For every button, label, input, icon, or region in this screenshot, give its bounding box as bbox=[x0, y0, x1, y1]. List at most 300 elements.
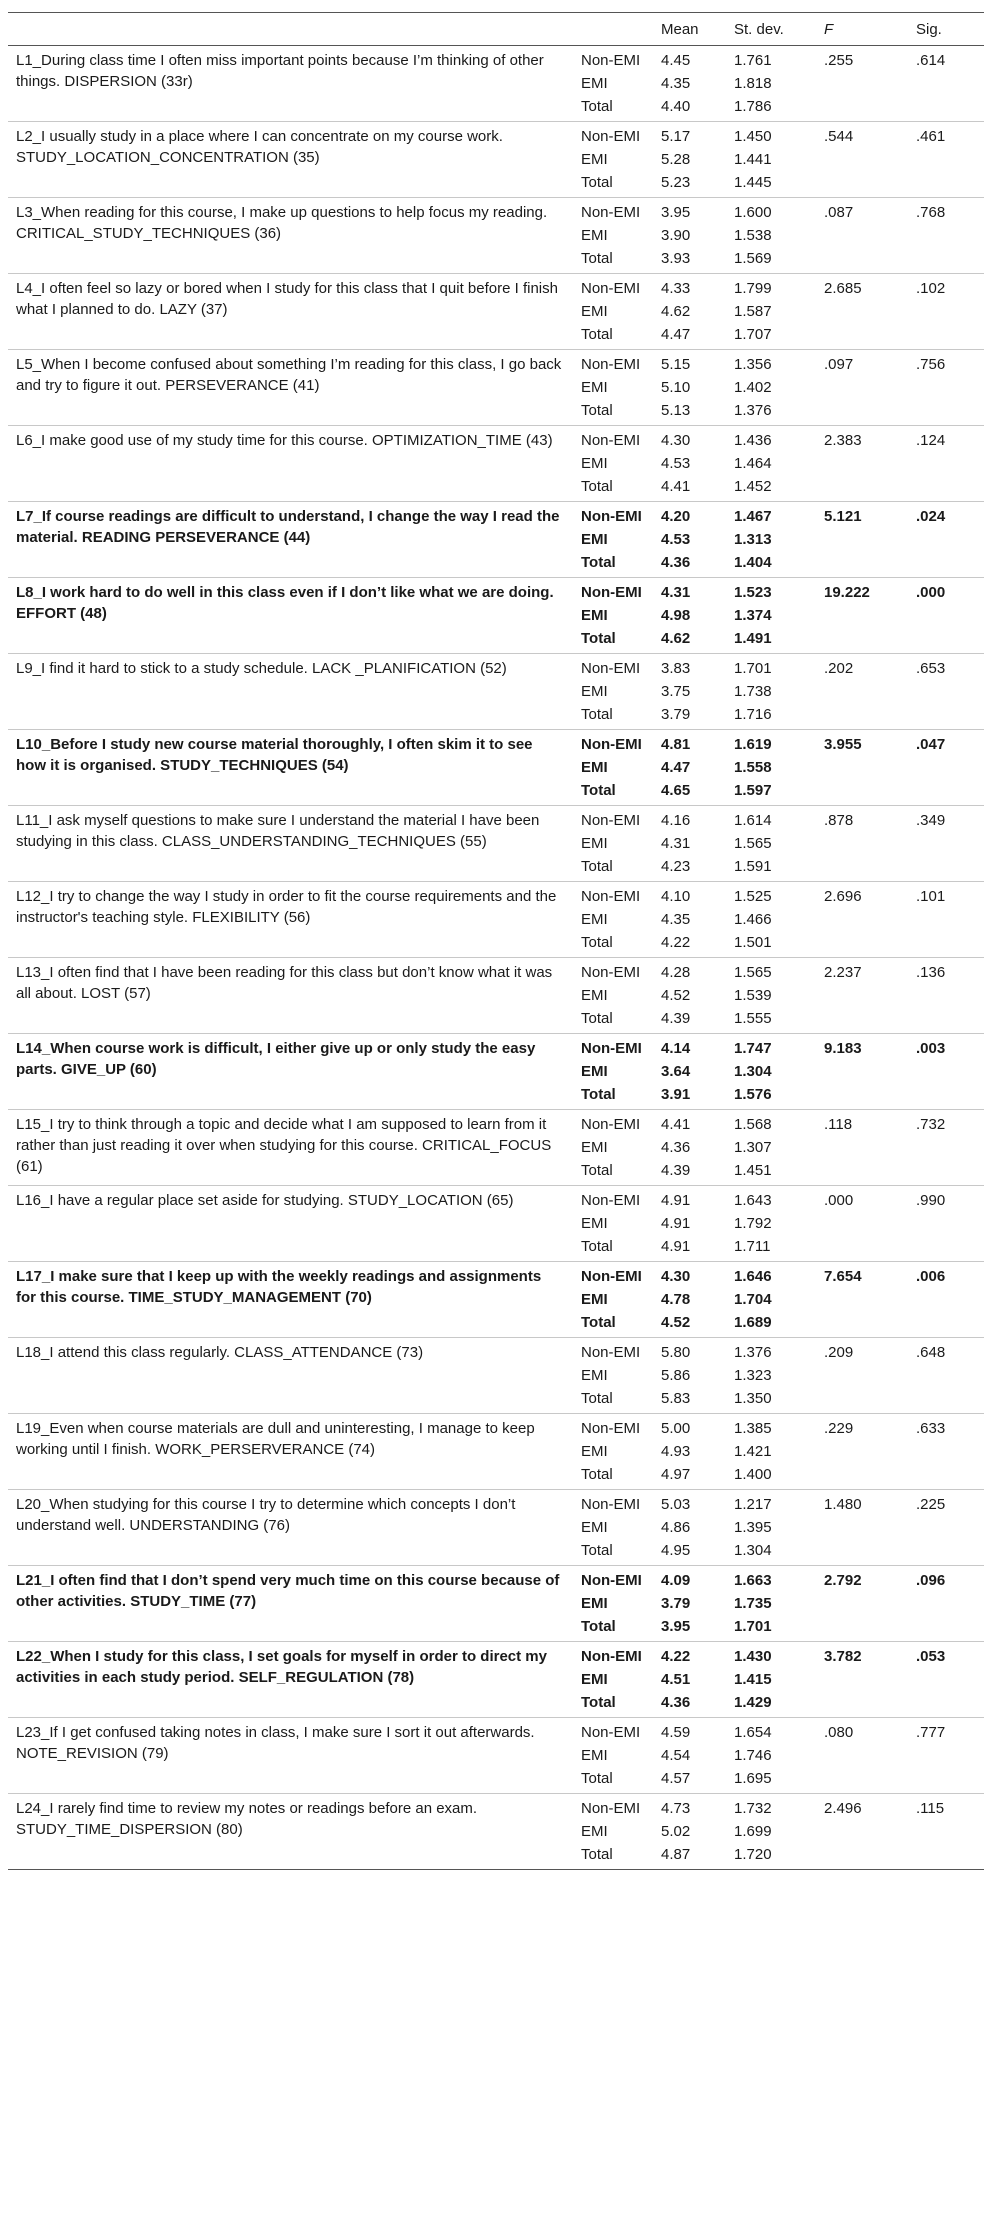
group-cell: EMI bbox=[581, 531, 608, 548]
sig-cell: .225 bbox=[916, 1496, 946, 1513]
item-label: L13_I often find that I have been reading for this class but don’t know what it was all about. LOST (57) bbox=[16, 964, 553, 1002]
st-dev-cell: 1.421 bbox=[734, 1443, 772, 1460]
sig-cell-empty bbox=[908, 72, 984, 95]
f-cell-empty bbox=[816, 551, 908, 578]
f-cell-empty bbox=[816, 855, 908, 882]
table-row bbox=[8, 1794, 984, 1821]
f-cell-empty bbox=[816, 1083, 908, 1110]
group-cell: EMI bbox=[581, 1215, 608, 1232]
sig-cell-empty bbox=[908, 1288, 984, 1311]
table-row bbox=[8, 426, 984, 453]
item-label: L18_I attend this class regularly. CLASS_ATTENDANCE (73) bbox=[16, 1344, 424, 1361]
group-cell: EMI bbox=[581, 455, 608, 472]
sig-cell-empty bbox=[908, 323, 984, 350]
group-cell: Total bbox=[581, 1770, 613, 1787]
sig-cell-empty bbox=[908, 984, 984, 1007]
item-label: L2_I usually study in a place where I can concentrate on my course work. STUDY_LOCATION_CONCENTRATION (35) bbox=[16, 128, 503, 166]
f-cell: 3.955 bbox=[824, 736, 862, 753]
mean-cell: 4.52 bbox=[661, 1314, 691, 1331]
st-dev-cell: 1.786 bbox=[734, 98, 772, 115]
st-dev-cell: 1.747 bbox=[734, 1040, 772, 1057]
mean-cell: 4.52 bbox=[661, 987, 691, 1004]
f-cell-empty bbox=[816, 1767, 908, 1794]
table-row bbox=[8, 1718, 984, 1745]
sig-cell-empty bbox=[908, 931, 984, 958]
sig-cell-empty bbox=[908, 604, 984, 627]
sig-cell-empty bbox=[908, 376, 984, 399]
mean-cell: 5.83 bbox=[661, 1390, 691, 1407]
sig-cell: .006 bbox=[916, 1268, 946, 1285]
sig-cell-empty bbox=[908, 1463, 984, 1490]
table-row bbox=[8, 882, 984, 909]
group-cell: Total bbox=[581, 1542, 613, 1559]
sig-cell-empty bbox=[908, 1668, 984, 1691]
st-dev-cell: 1.538 bbox=[734, 227, 772, 244]
f-cell-empty bbox=[816, 627, 908, 654]
group-cell: EMI bbox=[581, 1519, 608, 1536]
st-dev-cell: 1.313 bbox=[734, 531, 772, 548]
mean-cell: 4.41 bbox=[661, 1116, 691, 1133]
group-cell: Total bbox=[581, 478, 613, 495]
mean-cell: 3.83 bbox=[661, 660, 691, 677]
group-cell: Total bbox=[581, 250, 613, 267]
group-cell: Non-EMI bbox=[581, 736, 642, 753]
item-label: L12_I try to change the way I study in order to fit the course requirements and the instructor's teaching style. FLEXIBILITY (56) bbox=[16, 888, 557, 926]
mean-cell: 4.95 bbox=[661, 1542, 691, 1559]
group-cell: EMI bbox=[581, 1671, 608, 1688]
f-cell-empty bbox=[816, 72, 908, 95]
sig-cell: .136 bbox=[916, 964, 946, 981]
group-cell: EMI bbox=[581, 1595, 608, 1612]
table-header-row bbox=[8, 13, 984, 46]
group-cell: EMI bbox=[581, 835, 608, 852]
group-cell: EMI bbox=[581, 303, 608, 320]
table-row bbox=[8, 46, 984, 73]
f-cell: .000 bbox=[824, 1192, 854, 1209]
header-sig: Sig. bbox=[908, 13, 984, 46]
f-cell-empty bbox=[816, 931, 908, 958]
sig-cell-empty bbox=[908, 1212, 984, 1235]
f-cell-empty bbox=[816, 1159, 908, 1186]
st-dev-cell: 1.597 bbox=[734, 782, 772, 799]
st-dev-cell: 1.451 bbox=[734, 1162, 772, 1179]
st-dev-cell: 1.568 bbox=[734, 1116, 772, 1133]
group-cell: Total bbox=[581, 1314, 616, 1331]
st-dev-cell: 1.523 bbox=[734, 584, 772, 601]
sig-cell-empty bbox=[908, 1159, 984, 1186]
group-cell: Total bbox=[581, 326, 613, 343]
table-row bbox=[8, 274, 984, 301]
sig-cell-empty bbox=[908, 680, 984, 703]
group-cell: Non-EMI bbox=[581, 280, 641, 297]
f-cell: .878 bbox=[824, 812, 854, 829]
f-cell: .118 bbox=[824, 1116, 853, 1133]
mean-cell: 5.28 bbox=[661, 151, 691, 168]
st-dev-cell: 1.441 bbox=[734, 151, 772, 168]
group-cell: EMI bbox=[581, 75, 608, 92]
group-cell: EMI bbox=[581, 227, 608, 244]
group-cell: Total bbox=[581, 706, 613, 723]
group-cell: EMI bbox=[581, 1747, 608, 1764]
table-row bbox=[8, 1186, 984, 1213]
group-cell: Non-EMI bbox=[581, 1800, 641, 1817]
group-cell: Total bbox=[581, 934, 613, 951]
st-dev-cell: 1.385 bbox=[734, 1420, 772, 1437]
mean-cell: 3.95 bbox=[661, 204, 691, 221]
mean-cell: 4.62 bbox=[661, 630, 691, 647]
sig-cell: .648 bbox=[916, 1344, 946, 1361]
sig-cell: .053 bbox=[916, 1648, 946, 1665]
group-cell: Non-EMI bbox=[581, 204, 641, 221]
f-cell-empty bbox=[816, 604, 908, 627]
group-cell: Non-EMI bbox=[581, 660, 641, 677]
f-cell-empty bbox=[816, 1288, 908, 1311]
group-cell: EMI bbox=[581, 1823, 608, 1840]
group-cell: Non-EMI bbox=[581, 1724, 641, 1741]
table-row bbox=[8, 806, 984, 833]
st-dev-cell: 1.569 bbox=[734, 250, 772, 267]
st-dev-cell: 1.732 bbox=[734, 1800, 772, 1817]
sig-cell-empty bbox=[908, 1592, 984, 1615]
table-row bbox=[8, 198, 984, 225]
f-cell-empty bbox=[816, 756, 908, 779]
sig-cell: .124 bbox=[916, 432, 946, 449]
f-cell-empty bbox=[816, 1539, 908, 1566]
st-dev-cell: 1.539 bbox=[734, 987, 772, 1004]
group-cell: Total bbox=[581, 630, 616, 647]
results-table bbox=[8, 12, 984, 1870]
mean-cell: 4.78 bbox=[661, 1291, 691, 1308]
sig-cell-empty bbox=[908, 1843, 984, 1870]
item-label: L1_During class time I often miss important points because I’m thinking of other things. DISPERSION (33r) bbox=[16, 52, 544, 90]
sig-cell-empty bbox=[908, 756, 984, 779]
f-cell-empty bbox=[816, 376, 908, 399]
st-dev-cell: 1.646 bbox=[734, 1268, 772, 1285]
group-cell: Non-EMI bbox=[581, 584, 642, 601]
mean-cell: 5.23 bbox=[661, 174, 691, 191]
group-cell: Total bbox=[581, 1010, 613, 1027]
group-cell: EMI bbox=[581, 1367, 608, 1384]
f-cell-empty bbox=[816, 703, 908, 730]
st-dev-cell: 1.746 bbox=[734, 1747, 772, 1764]
st-dev-cell: 1.436 bbox=[734, 432, 772, 449]
st-dev-cell: 1.701 bbox=[734, 1618, 772, 1635]
st-dev-cell: 1.735 bbox=[734, 1595, 772, 1612]
group-cell: Non-EMI bbox=[581, 812, 641, 829]
st-dev-cell: 1.395 bbox=[734, 1519, 772, 1536]
group-cell: Total bbox=[581, 1466, 613, 1483]
sig-cell-empty bbox=[908, 779, 984, 806]
sig-cell-empty bbox=[908, 1235, 984, 1262]
sig-cell-empty bbox=[908, 1691, 984, 1718]
f-cell: .087 bbox=[824, 204, 854, 221]
group-cell: Total bbox=[581, 1846, 613, 1863]
group-cell: EMI bbox=[581, 1443, 608, 1460]
table-row bbox=[8, 1414, 984, 1441]
sig-cell-empty bbox=[908, 1820, 984, 1843]
mean-cell: 4.54 bbox=[661, 1747, 691, 1764]
f-cell: 2.237 bbox=[824, 964, 862, 981]
st-dev-cell: 1.304 bbox=[734, 1542, 772, 1559]
group-cell: Non-EMI bbox=[581, 1040, 642, 1057]
group-cell: Total bbox=[581, 858, 613, 875]
mean-cell: 4.31 bbox=[661, 584, 691, 601]
group-cell: EMI bbox=[581, 987, 608, 1004]
mean-cell: 4.98 bbox=[661, 607, 691, 624]
sig-cell-empty bbox=[908, 1539, 984, 1566]
group-cell: EMI bbox=[581, 151, 608, 168]
st-dev-cell: 1.643 bbox=[734, 1192, 772, 1209]
st-dev-cell: 1.663 bbox=[734, 1572, 772, 1589]
group-cell: Non-EMI bbox=[581, 1344, 641, 1361]
f-cell: 2.496 bbox=[824, 1800, 862, 1817]
item-label: L17_I make sure that I keep up with the weekly readings and assignments for this course. TIME_STUDY_MANAGEMENT (70) bbox=[16, 1268, 542, 1306]
item-label: L24_I rarely find time to review my notes or readings before an exam. STUDY_TIME_DISPERSION (80) bbox=[16, 1800, 478, 1838]
mean-cell: 4.57 bbox=[661, 1770, 691, 1787]
group-cell: Non-EMI bbox=[581, 888, 641, 905]
st-dev-cell: 1.415 bbox=[734, 1671, 772, 1688]
header-item bbox=[8, 13, 573, 46]
sig-cell-empty bbox=[908, 528, 984, 551]
mean-cell: 3.91 bbox=[661, 1086, 691, 1103]
mean-cell: 5.02 bbox=[661, 1823, 691, 1840]
item-label: L22_When I study for this class, I set goals for myself in order to direct my activities in each study period. SELF_REGULATION (78) bbox=[16, 1648, 547, 1686]
st-dev-cell: 1.501 bbox=[734, 934, 772, 951]
table-row bbox=[8, 502, 984, 529]
mean-cell: 4.28 bbox=[661, 964, 691, 981]
table-row bbox=[8, 1034, 984, 1061]
sig-cell: .047 bbox=[916, 736, 946, 753]
f-cell-empty bbox=[816, 1387, 908, 1414]
sig-cell-empty bbox=[908, 452, 984, 475]
group-cell: Total bbox=[581, 782, 616, 799]
mean-cell: 4.23 bbox=[661, 858, 691, 875]
group-cell: Non-EMI bbox=[581, 52, 641, 69]
st-dev-cell: 1.720 bbox=[734, 1846, 772, 1863]
table-row bbox=[8, 958, 984, 985]
sig-cell: .349 bbox=[916, 812, 946, 829]
f-cell: 9.183 bbox=[824, 1040, 862, 1057]
f-cell-empty bbox=[816, 1615, 908, 1642]
st-dev-cell: 1.323 bbox=[734, 1367, 772, 1384]
group-cell: Non-EMI bbox=[581, 964, 641, 981]
sig-cell: .633 bbox=[916, 1420, 946, 1437]
f-cell: .209 bbox=[824, 1344, 854, 1361]
f-cell-empty bbox=[816, 95, 908, 122]
group-cell: EMI bbox=[581, 911, 608, 928]
mean-cell: 4.59 bbox=[661, 1724, 691, 1741]
sig-cell-empty bbox=[908, 551, 984, 578]
st-dev-cell: 1.591 bbox=[734, 858, 772, 875]
sig-cell: .732 bbox=[916, 1116, 946, 1133]
mean-cell: 5.15 bbox=[661, 356, 691, 373]
f-cell: 5.121 bbox=[824, 508, 862, 525]
f-cell-empty bbox=[816, 148, 908, 171]
sig-cell-empty bbox=[908, 1767, 984, 1794]
mean-cell: 4.62 bbox=[661, 303, 691, 320]
table-row bbox=[8, 730, 984, 757]
mean-cell: 4.91 bbox=[661, 1192, 691, 1209]
f-cell-empty bbox=[816, 1364, 908, 1387]
sig-cell-empty bbox=[908, 148, 984, 171]
group-cell: Total bbox=[581, 1238, 613, 1255]
group-cell: Non-EMI bbox=[581, 1496, 641, 1513]
sig-cell-empty bbox=[908, 1615, 984, 1642]
f-cell: 1.480 bbox=[824, 1496, 862, 1513]
group-cell: Total bbox=[581, 554, 616, 571]
sig-cell-empty bbox=[908, 1311, 984, 1338]
mean-cell: 4.86 bbox=[661, 1519, 691, 1536]
header-st-dev: St. dev. bbox=[726, 13, 816, 46]
st-dev-cell: 1.304 bbox=[734, 1063, 772, 1080]
item-label: L6_I make good use of my study time for this course. OPTIMIZATION_TIME (43) bbox=[16, 432, 553, 449]
st-dev-cell: 1.707 bbox=[734, 326, 772, 343]
sig-cell-empty bbox=[908, 1364, 984, 1387]
st-dev-cell: 1.600 bbox=[734, 204, 772, 221]
f-cell: .097 bbox=[824, 356, 854, 373]
st-dev-cell: 1.689 bbox=[734, 1314, 772, 1331]
group-cell: Total bbox=[581, 1694, 616, 1711]
st-dev-cell: 1.818 bbox=[734, 75, 772, 92]
sig-cell-empty bbox=[908, 224, 984, 247]
st-dev-cell: 1.704 bbox=[734, 1291, 772, 1308]
group-cell: Total bbox=[581, 1390, 613, 1407]
group-cell: Non-EMI bbox=[581, 128, 641, 145]
f-cell-empty bbox=[816, 1691, 908, 1718]
st-dev-cell: 1.467 bbox=[734, 508, 772, 525]
f-cell: 3.782 bbox=[824, 1648, 862, 1665]
sig-cell-empty bbox=[908, 95, 984, 122]
sig-cell: .461 bbox=[916, 128, 946, 145]
table-row bbox=[8, 1110, 984, 1137]
sig-cell: .990 bbox=[916, 1192, 946, 1209]
mean-cell: 4.91 bbox=[661, 1215, 691, 1232]
item-label: L7_If course readings are difficult to understand, I change the way I read the material. READING PERSEVERANCE (44) bbox=[16, 508, 560, 546]
sig-cell: .115 bbox=[916, 1800, 945, 1817]
sig-cell: .003 bbox=[916, 1040, 946, 1057]
mean-cell: 4.53 bbox=[661, 531, 691, 548]
group-cell: Non-EMI bbox=[581, 356, 641, 373]
st-dev-cell: 1.404 bbox=[734, 554, 772, 571]
mean-cell: 3.95 bbox=[661, 1618, 691, 1635]
sig-cell-empty bbox=[908, 1060, 984, 1083]
st-dev-cell: 1.792 bbox=[734, 1215, 772, 1232]
item-label: L23_If I get confused taking notes in class, I make sure I sort it out afterwards. NOTE_REVISION (79) bbox=[16, 1724, 535, 1762]
st-dev-cell: 1.699 bbox=[734, 1823, 772, 1840]
mean-cell: 4.45 bbox=[661, 52, 691, 69]
sig-cell-empty bbox=[908, 300, 984, 323]
f-cell: .202 bbox=[824, 660, 854, 677]
f-cell-empty bbox=[816, 1592, 908, 1615]
item-label: L8_I work hard to do well in this class even if I don’t like what we are doing. EFFORT (48) bbox=[16, 584, 554, 622]
group-cell: Non-EMI bbox=[581, 1420, 641, 1437]
sig-cell: .768 bbox=[916, 204, 946, 221]
header-group bbox=[573, 13, 653, 46]
sig-cell: .000 bbox=[916, 584, 946, 601]
f-cell-empty bbox=[816, 779, 908, 806]
st-dev-cell: 1.350 bbox=[734, 1390, 772, 1407]
mean-cell: 5.10 bbox=[661, 379, 691, 396]
st-dev-cell: 1.374 bbox=[734, 607, 772, 624]
mean-cell: 4.30 bbox=[661, 432, 691, 449]
sig-cell-empty bbox=[908, 1083, 984, 1110]
group-cell: EMI bbox=[581, 1291, 608, 1308]
f-cell-empty bbox=[816, 1463, 908, 1490]
group-cell: Total bbox=[581, 1086, 616, 1103]
mean-cell: 4.65 bbox=[661, 782, 691, 799]
f-cell-empty bbox=[816, 1311, 908, 1338]
st-dev-cell: 1.464 bbox=[734, 455, 772, 472]
sig-cell-empty bbox=[908, 1440, 984, 1463]
item-label: L16_I have a regular place set aside for studying. STUDY_LOCATION (65) bbox=[16, 1192, 514, 1209]
group-cell: Non-EMI bbox=[581, 508, 642, 525]
sig-cell: .614 bbox=[916, 52, 946, 69]
f-cell: .255 bbox=[824, 52, 854, 69]
mean-cell: 4.87 bbox=[661, 1846, 691, 1863]
item-label: L21_I often find that I don’t spend very much time on this course because of other activities. STUDY_TIME (77) bbox=[16, 1572, 560, 1610]
mean-cell: 4.16 bbox=[661, 812, 691, 829]
mean-cell: 5.86 bbox=[661, 1367, 691, 1384]
f-cell-empty bbox=[816, 1212, 908, 1235]
mean-cell: 5.80 bbox=[661, 1344, 691, 1361]
st-dev-cell: 1.799 bbox=[734, 280, 772, 297]
st-dev-cell: 1.491 bbox=[734, 630, 772, 647]
mean-cell: 3.75 bbox=[661, 683, 691, 700]
table-row bbox=[8, 350, 984, 377]
f-cell-empty bbox=[816, 1668, 908, 1691]
f-cell: .080 bbox=[824, 1724, 854, 1741]
st-dev-cell: 1.525 bbox=[734, 888, 772, 905]
sig-cell: .777 bbox=[916, 1724, 946, 1741]
table-row bbox=[8, 122, 984, 149]
mean-cell: 4.53 bbox=[661, 455, 691, 472]
mean-cell: 4.31 bbox=[661, 835, 691, 852]
item-label: L11_I ask myself questions to make sure I understand the material I have been studying in this class. CLASS_UNDERSTANDING_TECHNIQUES (55) bbox=[16, 812, 540, 850]
st-dev-cell: 1.555 bbox=[734, 1010, 772, 1027]
sig-cell-empty bbox=[908, 1007, 984, 1034]
f-cell-empty bbox=[816, 300, 908, 323]
mean-cell: 4.33 bbox=[661, 280, 691, 297]
group-cell: Non-EMI bbox=[581, 1572, 642, 1589]
st-dev-cell: 1.716 bbox=[734, 706, 772, 723]
item-label: L14_When course work is difficult, I either give up or only study the easy parts. GIVE_UP (60) bbox=[16, 1040, 536, 1078]
f-cell-empty bbox=[816, 528, 908, 551]
mean-cell: 4.14 bbox=[661, 1040, 691, 1057]
sig-cell-empty bbox=[908, 171, 984, 198]
sig-cell-empty bbox=[908, 855, 984, 882]
f-cell-empty bbox=[816, 1516, 908, 1539]
group-cell: Total bbox=[581, 402, 613, 419]
f-cell-empty bbox=[816, 224, 908, 247]
item-label: L9_I find it hard to stick to a study schedule. LACK _PLANIFICATION (52) bbox=[16, 660, 507, 677]
mean-cell: 4.35 bbox=[661, 911, 691, 928]
group-cell: Total bbox=[581, 174, 613, 191]
st-dev-cell: 1.614 bbox=[734, 812, 772, 829]
mean-cell: 4.47 bbox=[661, 326, 691, 343]
mean-cell: 5.03 bbox=[661, 1496, 691, 1513]
item-label: L4_I often feel so lazy or bored when I study for this class that I quit before I finish what I planned to do. LAZY (37) bbox=[16, 280, 558, 318]
group-cell: Total bbox=[581, 1618, 616, 1635]
mean-cell: 4.91 bbox=[661, 1238, 691, 1255]
f-cell: 2.792 bbox=[824, 1572, 862, 1589]
st-dev-cell: 1.402 bbox=[734, 379, 772, 396]
f-cell: .229 bbox=[824, 1420, 854, 1437]
st-dev-cell: 1.429 bbox=[734, 1694, 772, 1711]
sig-cell-empty bbox=[908, 1516, 984, 1539]
st-dev-cell: 1.701 bbox=[734, 660, 772, 677]
group-cell: Non-EMI bbox=[581, 1648, 642, 1665]
mean-cell: 5.17 bbox=[661, 128, 691, 145]
